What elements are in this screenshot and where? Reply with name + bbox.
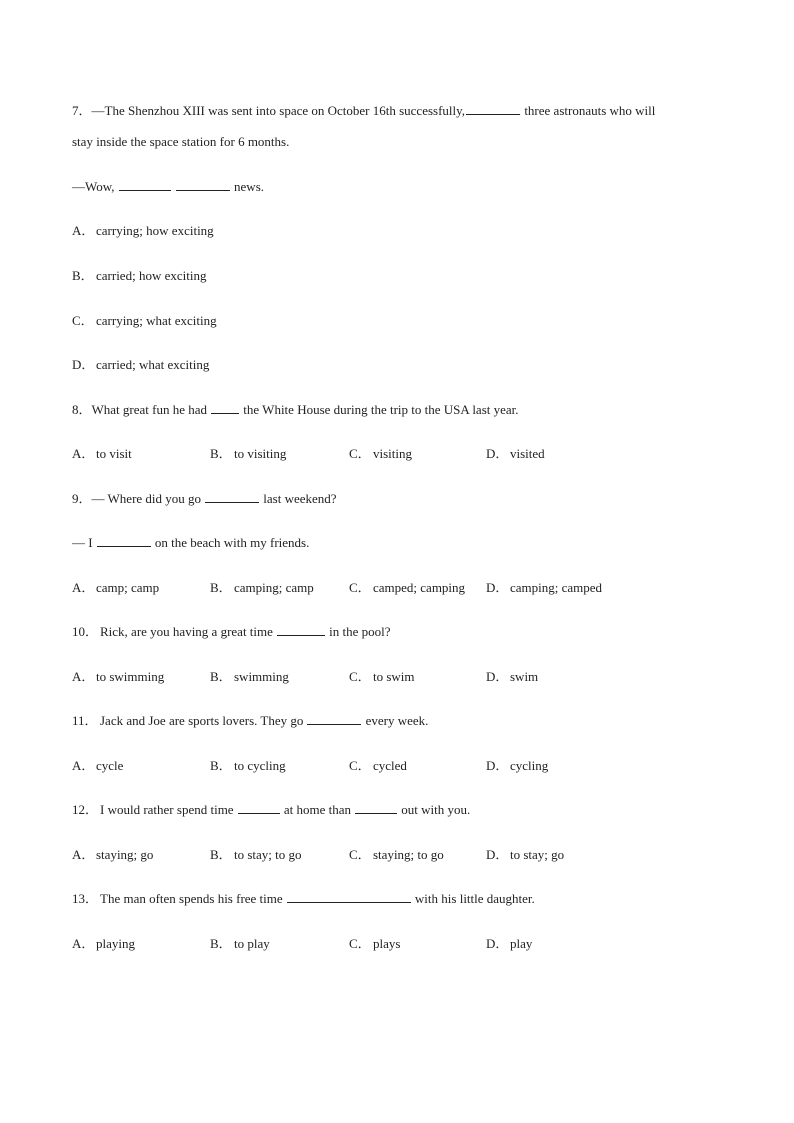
question-7-stem [72, 103, 655, 119]
question-13-stem [72, 891, 535, 907]
option-letter: A． [72, 223, 95, 238]
answer-blank [287, 891, 411, 903]
stem-text: in the pool? [325, 624, 391, 639]
answer-blank [307, 713, 361, 725]
option-b: B． swimming [210, 669, 289, 684]
question-12-stem [72, 802, 470, 818]
option-text: carried; what exciting [96, 357, 210, 372]
question-number: 7． [72, 103, 92, 118]
option-b: B． to play [210, 936, 270, 951]
answer-blank [238, 802, 280, 814]
option-a: A． camp; camp [72, 580, 160, 595]
stem-text: What great fun he had [91, 402, 208, 417]
option-d: D． to stay; go [486, 847, 565, 862]
stem-text: the White House during the trip to the USA last year. [240, 402, 519, 417]
stem-text: at home than [280, 802, 351, 817]
stem-text: —The Shenzhou XIII was sent into space on October 16th successfully, [91, 103, 466, 118]
answer-blank [277, 624, 325, 636]
option-d: D． swim [486, 669, 539, 684]
option-b [72, 268, 206, 284]
answer-blank [211, 402, 239, 414]
option-letter: D． [72, 357, 95, 372]
stem-text: Jack and Joe are sports lovers. They go [100, 713, 304, 728]
question-number: 10． [72, 624, 99, 639]
option-letter: C． [72, 313, 94, 328]
option-a: A． staying; go [72, 847, 154, 862]
option-b: B． to cycling [210, 758, 286, 773]
question-9-stem [72, 491, 337, 507]
question-7-reply [72, 179, 264, 195]
question-number: 13． [72, 891, 99, 906]
answer-blank [205, 491, 259, 503]
option-c: C． to swim [349, 669, 415, 684]
question-number: 9． [72, 491, 92, 506]
option-c: C． plays [349, 936, 401, 951]
answer-blank [119, 179, 171, 191]
reply-text: — I [72, 535, 93, 550]
reply-text: —Wow, [72, 179, 115, 194]
stem-text: I would rather spend time [100, 802, 234, 817]
question-number: 8． [72, 402, 92, 417]
option-b: B． camping; camp [210, 580, 314, 595]
option-letter: B． [72, 268, 94, 283]
option-b: B． to visiting [210, 446, 287, 461]
option-text: carrying; what exciting [96, 313, 217, 328]
answer-blank [466, 103, 520, 115]
option-text: carried; how exciting [96, 268, 207, 283]
option-a: A． to visit [72, 446, 132, 461]
option-a: A． to swimming [72, 669, 165, 684]
option-d: D． play [486, 936, 533, 951]
option-b: B． to stay; to go [210, 847, 302, 862]
answer-blank [176, 179, 230, 191]
option-c [72, 313, 217, 329]
option-d: D． cycling [486, 758, 549, 773]
answer-blank [97, 535, 151, 547]
reply-text: on the beach with my friends. [151, 535, 310, 550]
option-text: carrying; how exciting [96, 223, 214, 238]
question-7-stem-continued [72, 134, 289, 150]
option-a: A． cycle [72, 758, 124, 773]
question-number: 11． [72, 713, 98, 728]
stem-text: with his little daughter. [411, 891, 535, 906]
stem-text: Rick, are you having a great time [100, 624, 273, 639]
reply-text: news. [230, 179, 264, 194]
answer-blank [355, 802, 397, 814]
stem-text: The man often spends his free time [100, 891, 283, 906]
stem-text: last weekend? [260, 491, 337, 506]
option-a [72, 223, 214, 239]
question-10-stem [72, 624, 391, 640]
option-c: C． staying; to go [349, 847, 444, 862]
stem-text: out with you. [397, 802, 471, 817]
stem-text: stay inside the space station for 6 months. [72, 134, 290, 149]
question-11-stem [72, 713, 428, 729]
stem-text: — Where did you go [91, 491, 202, 506]
option-c: C． cycled [349, 758, 407, 773]
question-9-reply [72, 535, 309, 551]
option-a: A． playing [72, 936, 135, 951]
stem-text: three astronauts who will [521, 103, 656, 118]
question-8-stem [72, 402, 519, 418]
option-d: D． camping; camped [486, 580, 603, 595]
option-c: C． visiting [349, 446, 413, 461]
stem-text: every week. [362, 713, 429, 728]
option-c: C． camped; camping [349, 580, 466, 595]
option-d [72, 357, 209, 373]
question-number: 12． [72, 802, 99, 817]
option-d: D． visited [486, 446, 545, 461]
